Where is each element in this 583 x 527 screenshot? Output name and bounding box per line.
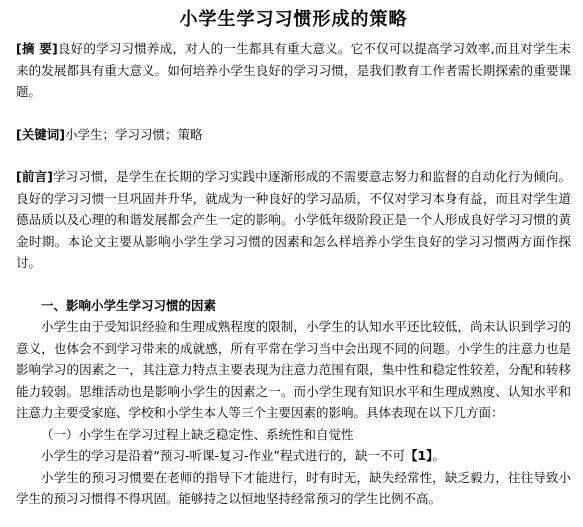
section-line: 小学生的预习习惯要在老师的指导下才能进行，时有时无，缺失经常性，缺乏毅力，往往导致小学生的预习习惯得不得巩固。能够持之以恒地坚持经常预习的学生比例不高。 — [16, 469, 571, 506]
preface-text: 学习习惯，是学生在长期的学习实践中逐渐形成的不需要意志努力和监督的自动化行为倾向。良好的学习习惯一旦巩固并升华，就成为一种良好的学习品质，不仅对学习本身有益，而且对学生道德品质以及心理的和谐发展都会产生一定的影响。小学低年级阶段正是一个人形成良好学习习惯的黄金时期。本论文主要从影响小学生学习习惯的因素和怎么样培养小学生良好的学习习惯两方面作探讨。 — [16, 169, 571, 270]
spacer — [16, 145, 571, 166]
preface-paragraph — [16, 166, 571, 274]
line-text: 小学生的学习是沿着“预习-听课-复习-作业”程式进行的，缺一不可 — [41, 448, 405, 463]
section-line — [16, 445, 571, 467]
section-subheading: （一）小学生在学习过程上缺乏稳定性、系统性和自觉性 — [41, 426, 354, 442]
keywords-text: 小学生；学习习惯；策略 — [64, 126, 203, 142]
line-end: 。 — [432, 448, 445, 463]
keywords-label: [关键词] — [16, 126, 65, 142]
citation-ref: 【1】 — [404, 448, 433, 463]
document-title: 小学生学习习惯形成的策略 — [179, 9, 408, 30]
section-heading: 一、影响小学生学习习惯的因素 — [41, 297, 217, 313]
spacer — [16, 103, 571, 124]
abstract-text: 良好的学习习惯养成，对人的一生都具有重大意义。它不仅可以提高学习效率,而且对学生未来的发展都具有重大意义。如何培养小学生良好的学习习惯，是我们教育工作者需长期探索的重要课题。 — [16, 41, 571, 99]
preface-label: [前言] — [16, 169, 53, 184]
abstract-paragraph — [16, 38, 571, 103]
keywords-paragraph — [16, 124, 571, 146]
section-paragraph: 小学生由于受知识经验和生理成熟程度的限制，小学生的认知水平还比较低，尚未认识到学习的意义，也体会不到学习带来的成就感，所有平常在学习当中会出现不同的问题。小学生的注意力也是影响学习的因素之一，其注意力特点主要表现为注意力范围有限，集中性和稳定性较差，分配和转移能力较弱。思维活动也是影响小学生的因素之一。而小学生现有知识水平和生理成熟度、认知水平和注意力主要受家庭、学校和小学生本人等三个主要因素的影响。具体表现在以下几方面： — [16, 319, 571, 420]
abstract-label: [摘 要] — [16, 41, 58, 56]
spacer — [16, 274, 571, 295]
